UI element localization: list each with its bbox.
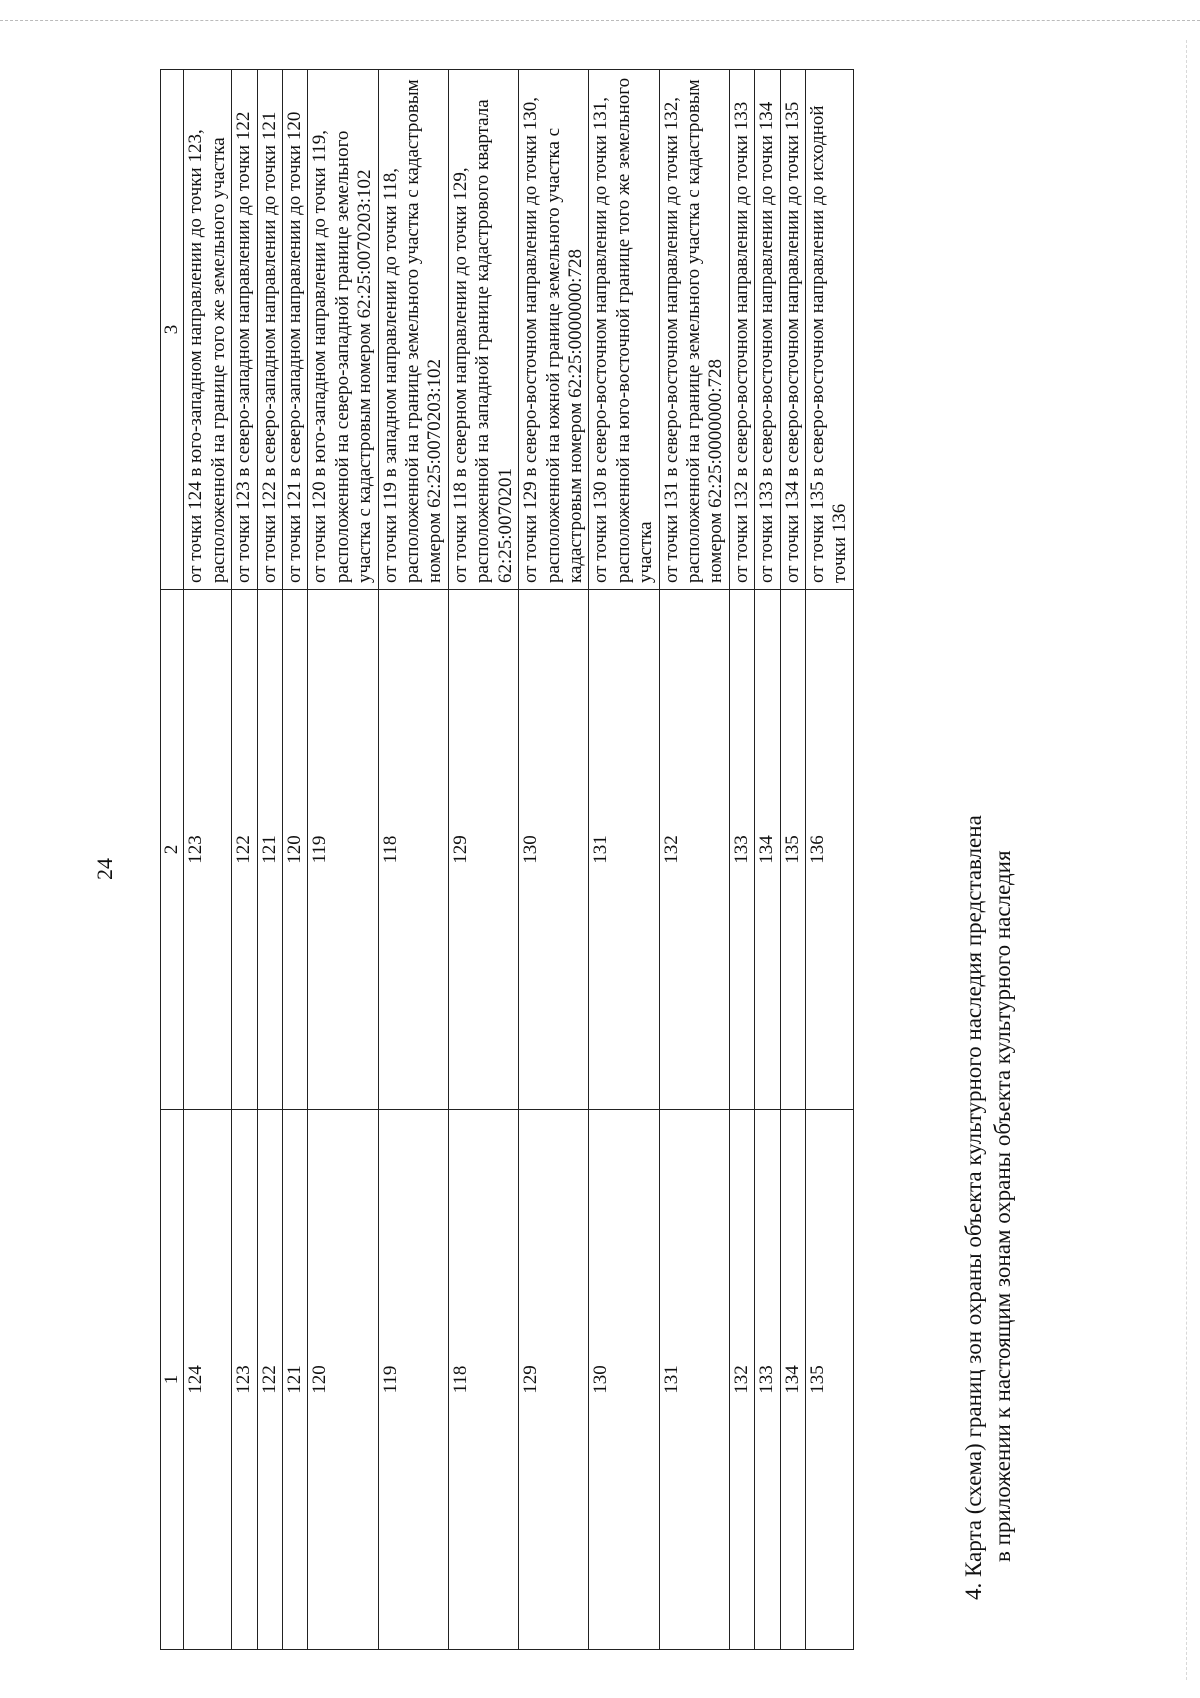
point-to: 135: [780, 590, 805, 1110]
point-to: 132: [659, 590, 729, 1110]
point-to: 122: [232, 590, 257, 1110]
point-to: 134: [755, 590, 780, 1110]
point-to: 123: [184, 590, 232, 1110]
table-row: [448, 70, 518, 1650]
segment-description: от точки 134 в северо-восточном направлении до точки 135: [780, 70, 805, 590]
point-to: 118: [378, 590, 448, 1110]
table-row: [729, 70, 754, 1650]
point-from: 124: [184, 1110, 232, 1650]
segment-description: от точки 129 в северо-восточном направлении до точки 130, расположенной на южной границе земельного участка с кадастровым номером 62:25:0000000:728: [519, 70, 589, 590]
table-row: [184, 70, 232, 1650]
point-from: 120: [308, 1110, 378, 1650]
point-to: 131: [589, 590, 659, 1110]
segment-description: от точки 118 в северном направлении до точки 129, расположенной на западной границе кадастрового квартала 62:25:0070201: [448, 70, 518, 590]
caption-line: в приложении к настоящим зонам охраны объекта культурного наследия: [989, 850, 1015, 1562]
point-from: 134: [780, 1110, 805, 1650]
segment-description: от точки 131 в северо-восточном направлении до точки 132, расположенной на границе земельного участка с кадастровым номером 62:25:0000000:728: [659, 70, 729, 590]
segment-description: от точки 133 в северо-восточном направлении до точки 134: [755, 70, 780, 590]
segment-description: от точки 124 в юго-западном направлении до точки 123, расположенной на границе того же земельного участка: [184, 70, 232, 590]
page-number: 24: [92, 858, 117, 880]
point-to: 133: [729, 590, 754, 1110]
column-header: 2: [161, 590, 184, 1110]
column-header: 1: [161, 1110, 184, 1650]
table-row: [805, 70, 853, 1650]
point-to: 136: [805, 590, 853, 1110]
scan-edge-line: [0, 20, 1200, 21]
table-row: [755, 70, 780, 1650]
scan-edge-line-right: [1186, 40, 1187, 1680]
point-to: 119: [308, 590, 378, 1110]
table-row: [232, 70, 257, 1650]
table-row: [257, 70, 282, 1650]
table-row: [308, 70, 378, 1650]
column-header: 3: [161, 70, 184, 590]
table-row: [519, 70, 589, 1650]
rotated-page: [80, 40, 1160, 1680]
boundary-points-table: [160, 69, 854, 1650]
caption-line: 4. Карта (схема) границ зон охраны объекта культурного наследия представлена: [961, 815, 986, 1600]
segment-description: от точки 120 в юго-западном направлении до точки 119, расположенной на северо-западной границе земельного участка с кадастровым номером 62:25:0070203:102: [308, 70, 378, 590]
point-from: 119: [378, 1110, 448, 1650]
map-reference-caption: [960, 120, 1018, 1600]
point-from: 133: [755, 1110, 780, 1650]
table-row: [659, 70, 729, 1650]
segment-description: от точки 132 в северо-восточном направлении до точки 133: [729, 70, 754, 590]
table-row: [378, 70, 448, 1650]
point-from: 122: [257, 1110, 282, 1650]
point-from: 121: [283, 1110, 308, 1650]
point-to: 129: [448, 590, 518, 1110]
segment-description: от точки 123 в северо-западном направлении до точки 122: [232, 70, 257, 590]
segment-description: от точки 130 в северо-восточном направлении до точки 131, расположенной на юго-восточной границе того же земельного участка: [589, 70, 659, 590]
point-from: 132: [729, 1110, 754, 1650]
point-from: 130: [589, 1110, 659, 1650]
table-row: [283, 70, 308, 1650]
point-from: 123: [232, 1110, 257, 1650]
segment-description: от точки 122 в северо-западном направлении до точки 121: [257, 70, 282, 590]
point-from: 118: [448, 1110, 518, 1650]
point-from: 131: [659, 1110, 729, 1650]
segment-description: от точки 135 в северо-восточном направлении до исходной точки 136: [805, 70, 853, 590]
point-to: 121: [257, 590, 282, 1110]
table-row: [780, 70, 805, 1650]
table-header-row: [161, 70, 184, 1650]
point-to: 120: [283, 590, 308, 1110]
table-row: [589, 70, 659, 1650]
segment-description: от точки 119 в западном направлении до точки 118, расположенной на границе земельного участка с кадастровым номером 62:25:0070203:102: [378, 70, 448, 590]
point-to: 130: [519, 590, 589, 1110]
point-from: 135: [805, 1110, 853, 1650]
point-from: 129: [519, 1110, 589, 1650]
segment-description: от точки 121 в северо-западном направлении до точки 120: [283, 70, 308, 590]
